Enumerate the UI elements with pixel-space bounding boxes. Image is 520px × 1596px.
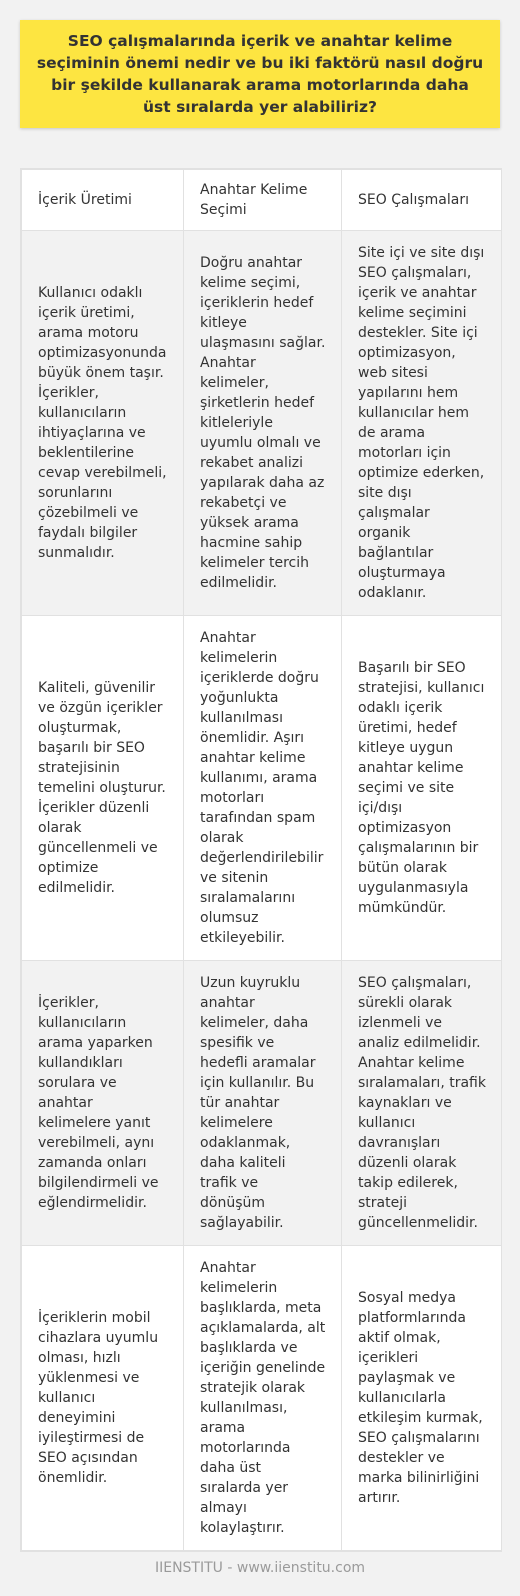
- table-cell: İçeriklerin mobil cihazlara uyumlu olması, hızlı yüklenmesi ve kullanıcı deneyimini iyileştirmesi de SEO açısından önemlidir.: [22, 1246, 184, 1551]
- table-cell: Anahtar kelimelerin başlıklarda, meta açıklamalarda, alt başlıklarda ve içeriğin genelinde stratejik olarak kullanılması, arama motorlarında daha üst sıralarda yer almayı kolaylaştırır.: [184, 1246, 342, 1551]
- page-title: SEO çalışmalarında içerik ve anahtar kelime seçiminin önemi nedir ve bu iki faktörü nasıl doğru bir şekilde kullanarak arama motorlarında daha üst sıralarda yer alabiliriz?: [20, 20, 500, 128]
- table-cell: Uzun kuyruklu anahtar kelimeler, daha spesifik ve hedefli aramalar için kullanılır. Bu tür anahtar kelimelere odaklanmak, daha kaliteli trafik ve dönüşüm sağlayabilir.: [184, 961, 342, 1246]
- table-cell: Site içi ve site dışı SEO çalışmaları, içerik ve anahtar kelime seçimini destekler. Site içi optimizasyon, web sitesi yapılarını hem kullanıcılar hem de arama motorları için optimize ederken, site dışı çalışmalar organik bağlantılar oluşturmaya odaklanır.: [342, 231, 502, 616]
- table-header-row: [22, 170, 502, 231]
- comparison-table: [20, 168, 502, 1552]
- table-cell: İçerikler, kullanıcıların arama yaparken kullandıkları sorulara ve anahtar kelimelere yanıt verebilmeli, aynı zamanda onları bilgilendirmeli ve eğlendirmelidir.: [22, 961, 184, 1246]
- table-row: [22, 961, 502, 1246]
- table-row: [22, 1246, 502, 1551]
- table-cell: Kaliteli, güvenilir ve özgün içerikler oluşturmak, başarılı bir SEO stratejisinin temelini oluşturur. İçerikler düzenli olarak güncellenmeli ve optimize edilmelidir.: [22, 616, 184, 961]
- footer-credit: IIENSTITU - www.iienstitu.com: [154, 1560, 366, 1576]
- table-row: [22, 231, 502, 616]
- header-cell-content: İçerik Üretimi: [22, 170, 184, 231]
- table-cell: Sosyal medya platformlarında aktif olmak, içerikleri paylaşmak ve kullanıcılarla etkileşim kurmak, SEO çalışmalarını destekler ve marka bilinirliğini artırır.: [342, 1246, 502, 1551]
- table-cell: SEO çalışmaları, sürekli olarak izlenmeli ve analiz edilmelidir. Anahtar kelime sıralamaları, trafik kaynakları ve kullanıcı davranışları düzenli olarak takip edilerek, strateji güncellenmelidir.: [342, 961, 502, 1246]
- table-cell: Kullanıcı odaklı içerik üretimi, arama motoru optimizasyonunda büyük önem taşır. İçerikler, kullanıcıların ihtiyaçlarına ve beklentilerine cevap verebilmeli, sorunlarını çözebilmeli ve faydalı bilgiler sunmalıdır.: [22, 231, 184, 616]
- table-cell: Anahtar kelimelerin içeriklerde doğru yoğunlukta kullanılması önemlidir. Aşırı anahtar kelime kullanımı, arama motorları tarafından spam olarak değerlendirilebilir ve sitenin sıralamalarını olumsuz etkileyebilir.: [184, 616, 342, 961]
- header-cell-seo: SEO Çalışmaları: [342, 170, 502, 231]
- table-row: [22, 616, 502, 961]
- header-cell-keyword: Anahtar Kelime Seçimi: [184, 170, 342, 231]
- table-cell: Başarılı bir SEO stratejisi, kullanıcı odaklı içerik üretimi, hedef kitleye uygun anahtar kelime seçimi ve site içi/dışı optimizasyon çalışmalarının bir bütün olarak uygulanmasıyla mümkündür.: [342, 616, 502, 961]
- table-cell: Doğru anahtar kelime seçimi, içeriklerin hedef kitleye ulaşmasını sağlar. Anahtar kelimeler, şirketlerin hedef kitleleriyle uyumlu olmalı ve rekabet analizi yapılarak daha az rekabetçi ve yüksek arama hacmine sahip kelimeler tercih edilmelidir.: [184, 231, 342, 616]
